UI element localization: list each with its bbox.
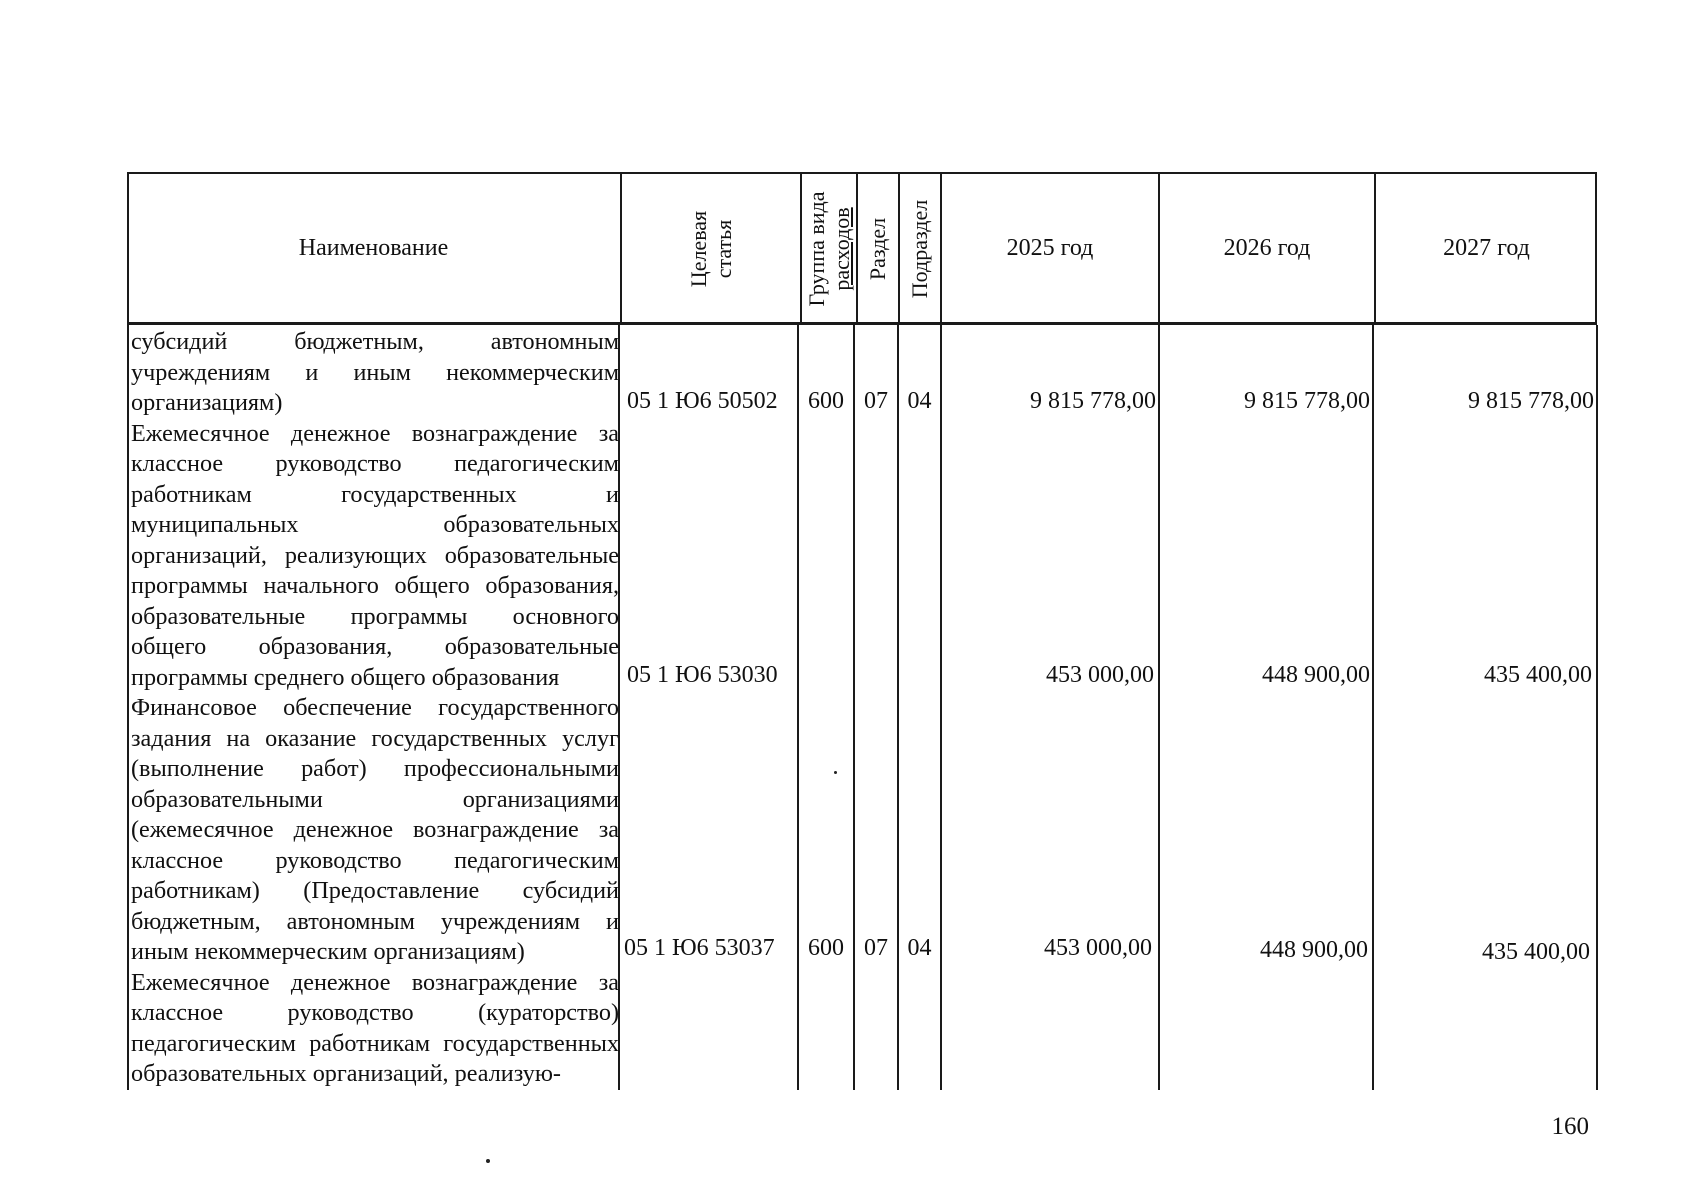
- column-rule-2: [797, 325, 799, 1090]
- row-1-code: 05 1 Ю6 50502: [627, 388, 778, 414]
- header-expense-group-line1: Группа вида: [804, 191, 829, 306]
- row-2-code: 05 1 Ю6 53030: [627, 662, 778, 688]
- row-3-section: 07: [864, 935, 888, 961]
- column-rule-right: [1596, 325, 1598, 1090]
- header-2025: 2025 год: [1006, 235, 1094, 261]
- header-name: Наименование: [298, 235, 449, 261]
- row-2-2026: 448 900,00: [1262, 662, 1370, 688]
- column-rule-left: [127, 325, 129, 1090]
- header-2027: 2027 год: [1443, 235, 1530, 261]
- row-3-code: 05 1 Ю6 53037: [624, 935, 775, 961]
- scan-speck: [834, 771, 837, 774]
- header-target-article-cell: [620, 172, 800, 325]
- column-rule-7: [1372, 325, 1374, 1090]
- header-expense-group-cell: [800, 172, 856, 325]
- row-1-subsection: 04: [907, 388, 932, 414]
- row-3-2025: 453 000,00: [1044, 935, 1152, 961]
- name-column: [131, 327, 619, 1090]
- header-2026-cell: [1158, 172, 1374, 325]
- table-header: [127, 172, 1597, 325]
- column-rule-3: [853, 325, 855, 1090]
- header-subsection: Подраздел: [907, 199, 932, 298]
- row-1-section: 07: [864, 388, 888, 414]
- header-name-cell: [127, 172, 620, 325]
- row-3-subsection: 04: [907, 935, 932, 961]
- header-2025-cell: [940, 172, 1158, 325]
- header-2026: 2026 год: [1223, 235, 1311, 261]
- row-1-group: 600: [808, 388, 844, 414]
- header-expense-group-line2: расходов: [829, 206, 854, 291]
- row-3-2026: 448 900,00: [1260, 937, 1368, 963]
- header-target-article-line1: Целевая: [686, 210, 711, 287]
- header-section-cell: [856, 172, 898, 325]
- row-2-2025: 453 000,00: [1046, 662, 1154, 688]
- header-2027-cell: [1374, 172, 1597, 325]
- column-rule-6: [1158, 325, 1160, 1090]
- header-subsection-cell: [898, 172, 940, 325]
- name-block-3: Финансовое обеспечение государственного задания на оказание государственных услуг (выполнение работ) профессиональными образовательными организациями (ежемесячное денежное вознаграждение за классное руководство педагогическим работникам) (Предоставление субсидий бюджетным, автономным учреждениям и иным некоммерческим организациям): [131, 694, 619, 965]
- page-number: 160: [1551, 1113, 1589, 1140]
- header-target-article-line2: статья: [711, 219, 736, 278]
- row-1-2025: 9 815 778,00: [1030, 388, 1156, 414]
- row-1-2026: 9 815 778,00: [1244, 388, 1370, 414]
- row-1-2027: 9 815 778,00: [1468, 388, 1594, 414]
- row-2-2027: 435 400,00: [1484, 662, 1592, 688]
- name-block-4: Ежемесячное денежное вознаграждение за классное руководство (кураторство) педагогическим работникам государственных образовательных организаций, реализую-: [131, 968, 619, 1087]
- column-rule-4: [897, 325, 899, 1090]
- scan-speck: [486, 1159, 490, 1163]
- row-3-group: 600: [808, 935, 844, 961]
- name-block-1: субсидий бюджетным, автономным учреждениям и иным некоммерческим организациям): [131, 328, 619, 416]
- row-3-2027: 435 400,00: [1482, 939, 1590, 965]
- column-rule-5: [940, 325, 942, 1090]
- header-section: Раздел: [865, 217, 890, 280]
- name-block-2: Ежемесячное денежное вознаграждение за классное руководство педагогическим работникам государственных и муниципальных образовательных организаций, реализующих образовательные программы начального общего образования, образовательные программы основного общего образования, образовательные программы среднего общего образования: [131, 419, 619, 691]
